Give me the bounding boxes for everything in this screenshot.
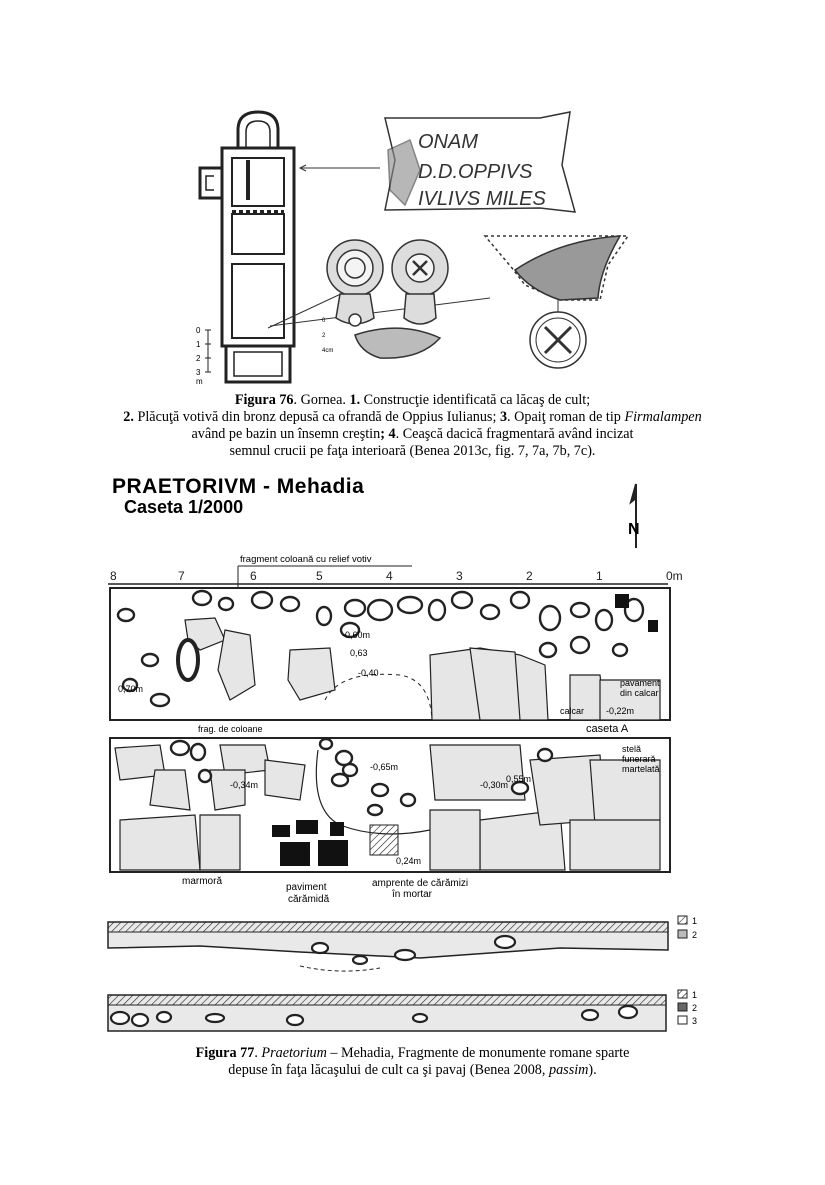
label-stela-1: stelă xyxy=(622,744,642,754)
scale-4: 4 xyxy=(386,569,393,583)
lamp-scale-2: 2 xyxy=(322,333,326,339)
fig76-caption-part: Plăcuţă votivă din bronz depusă ca ofrandă de Oppius Iulianus; xyxy=(133,409,500,425)
scale-tick-0: 0 xyxy=(196,326,201,335)
fig77-caption-part: – Mehadia, Fragmente de monumente romane sparte xyxy=(326,1045,630,1061)
scale-tick-2: 2 xyxy=(196,354,201,363)
fig76-num-1: 1. xyxy=(349,392,361,408)
label-pavament-caramida-1: paviment xyxy=(286,882,327,893)
label-depth-040: -0,40 xyxy=(358,668,379,678)
scale-0: 0m xyxy=(666,569,683,583)
legend2-1: 1 xyxy=(692,990,698,1000)
label-caseta-a: caseta A xyxy=(586,723,629,735)
label-depth-065: -0,65m xyxy=(370,762,399,772)
figure-76-caption xyxy=(0,392,825,460)
label-amprente-2: în mortar xyxy=(392,889,433,900)
plan-scale xyxy=(205,330,211,372)
fig77-italic-passim: passim xyxy=(548,1062,589,1078)
scale-tick-3: 3 xyxy=(196,368,201,377)
fig76-italic: Firmalampen xyxy=(624,409,702,425)
scale-6: 6 xyxy=(250,569,257,583)
label-pavament-calcar-1: pavament xyxy=(620,678,660,688)
scale-3: 3 xyxy=(456,569,463,583)
fig76-caption-part: . Gornea. xyxy=(293,392,350,408)
label-stela-2: funerară xyxy=(622,754,656,764)
legend2-3: 3 xyxy=(692,1016,698,1026)
fig76-caption-part: semnul crucii pe faţa interioară (Benea 2013c, fig. 7, 7a, 7b, 7c). xyxy=(229,443,596,459)
label-depth-024: 0,24m xyxy=(396,856,422,866)
north-arrow-icon xyxy=(631,484,636,548)
label-amprente-1: amprente de cărămizi xyxy=(372,878,469,889)
fig76-label: Figura 76 xyxy=(234,392,294,408)
label-marmora: marmoră xyxy=(182,876,223,887)
legend1-2: 2 xyxy=(692,930,698,940)
scale-unit: m xyxy=(196,377,203,386)
inscription-line-3: IVLIVS MILES xyxy=(418,188,546,210)
fig76-num-4: ; 4 xyxy=(380,426,396,442)
scale-5: 5 xyxy=(316,569,323,583)
figure-77-caption xyxy=(0,1045,825,1079)
fig76-caption-part: . Ceaşcă dacică fragmentară având incizat xyxy=(395,426,634,442)
north-label: N xyxy=(628,521,640,538)
inscription-line-2: D.D.OPPIVS xyxy=(418,161,533,183)
label-fragment: fragment coloană cu relief votiv xyxy=(240,554,372,565)
label-depth-055: 0,55m xyxy=(506,774,532,784)
fig76-caption-part: având pe bazin un însemn creştin xyxy=(191,426,381,442)
scale-8: 8 xyxy=(110,569,117,583)
label-pavament-calcar-2: din calcar xyxy=(620,688,659,698)
legend2-2: 2 xyxy=(692,1003,698,1013)
section-profile-1 xyxy=(108,922,668,971)
fig77-subtitle: Caseta 1/2000 xyxy=(124,497,244,517)
fig77-caption-part: ). xyxy=(588,1062,597,1078)
label-depth-070: 0,70m xyxy=(118,684,144,694)
label-depth-063: 0,63 xyxy=(350,648,368,658)
label-stela-3: martelată xyxy=(622,764,660,774)
lamp-scale-4: 4cm xyxy=(322,348,334,354)
figure-77-plan xyxy=(0,470,825,1050)
fig77-label: Figura 77 xyxy=(195,1045,255,1061)
lamp-scale-0: 0 xyxy=(322,318,326,324)
legend1-1: 1 xyxy=(692,916,698,926)
fig77-caption-part: depuse în faţa lăcaşului de cult ca şi pavaj (Benea 2008, xyxy=(228,1062,549,1078)
fig77-title: PRAETORIVM - Mehadia xyxy=(112,475,365,498)
inscription-line-1: ONAM xyxy=(418,131,478,153)
roman-lamp xyxy=(327,240,448,358)
fig76-num-3: 3 xyxy=(499,409,508,425)
label-calcar: calcar xyxy=(560,706,585,716)
building-plan xyxy=(200,112,294,382)
label-depth-022: -0,22m xyxy=(606,706,635,716)
label-pavament-caramida-2: cărămidă xyxy=(288,894,330,905)
figure-76-drawings xyxy=(0,0,825,390)
label-depth-034: -0,34m xyxy=(230,780,259,790)
label-depth-060: -0,60m xyxy=(342,630,371,640)
scale-tick-1: 1 xyxy=(196,340,201,349)
label-frag-coloane: frag. de coloane xyxy=(198,724,263,734)
fig76-caption-part: Construcţie identificată ca lăcaş de cult; xyxy=(360,392,591,408)
scale-1: 1 xyxy=(596,569,603,583)
section-profile-2 xyxy=(108,995,666,1031)
fig77-caption-part: . xyxy=(254,1045,262,1061)
fig76-caption-part: . Opaiţ roman de tip xyxy=(507,409,625,425)
scale-2: 2 xyxy=(526,569,533,583)
dacian-cup xyxy=(485,236,628,368)
scale-7: 7 xyxy=(178,569,185,583)
fig77-italic: Praetorium xyxy=(261,1045,327,1061)
brick-pavement xyxy=(272,820,348,866)
label-depth-030: -0,30m xyxy=(480,780,509,790)
fig76-num-2: 2. xyxy=(123,409,134,425)
